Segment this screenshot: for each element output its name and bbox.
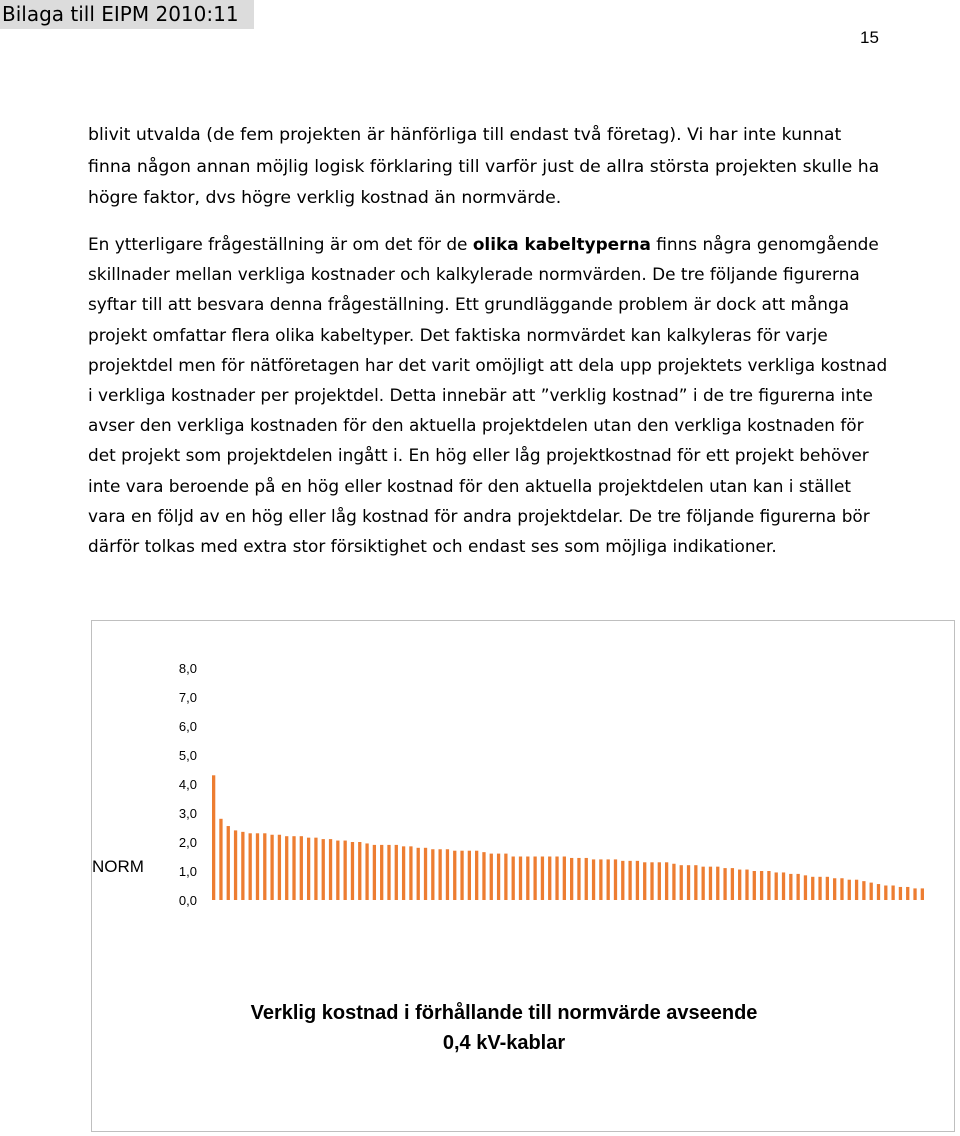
bar	[424, 848, 427, 900]
bar	[307, 838, 310, 900]
bar	[643, 862, 646, 900]
paragraph-2-text-b: finns några genomgående skillnader mellan verkliga kostnader och kalkylerade normvärden. De tre följande figurerna syftar till att besvara denna frågeställning. Ett grundläggande problem är dock att många projekt omfattar flera olika kabeltyper. Det faktiska normvärdet kan kalkyleras för varje projektdel men för nätföretagen har det varit omöjligt att dela upp projektets verkliga kostnad i verkliga kostnader per projektdel. Detta innebär att ”verklig kostnad” i de tre figurerna inte avser den verkliga kostnaden för den aktuella projektdelen utan den verkliga kostnaden för det projekt som projektdelen ingått i. En hög eller låg projektkostnad för ett projekt behöver inte vara beroende på en hög eller kostnad för den aktuella projektdelen utan kan i stället vara en följd av en hög eller låg kostnad för andra projektdelar. De tre följande figurerna bör därför tolkas med extra stor försiktighet och endast ses som möjliga indikationer.	[88, 234, 888, 557]
y-tick-label: 7,0	[178, 690, 197, 705]
bar	[249, 833, 252, 900]
document-header: Bilaga till EIPM 2010:11	[0, 0, 254, 29]
y-tick-label: 1,0	[178, 864, 197, 879]
bar	[723, 868, 726, 900]
bar	[811, 877, 814, 900]
bar	[234, 830, 237, 900]
bar	[373, 845, 376, 900]
bar	[767, 871, 770, 900]
bar	[227, 826, 230, 900]
bar	[555, 857, 558, 901]
bar	[870, 883, 873, 900]
bar	[782, 872, 785, 900]
chart-title-line-1: Verklig kostnad i förhållande till normvärde avseende	[250, 1002, 758, 1024]
paragraph-2-text-a: En ytterligare frågeställning är om det för de	[88, 234, 473, 254]
bar	[358, 842, 361, 900]
bar	[826, 877, 829, 900]
bar	[322, 839, 325, 900]
bar	[533, 857, 536, 901]
bar	[292, 836, 295, 900]
bar	[804, 875, 807, 900]
bar	[855, 880, 858, 900]
bar	[599, 859, 602, 900]
bar	[512, 857, 515, 901]
bar	[380, 845, 383, 900]
bar	[219, 819, 222, 900]
y-tick-label: 4,0	[178, 777, 197, 792]
bar	[672, 864, 675, 900]
bar	[687, 865, 690, 900]
bar	[658, 862, 661, 900]
bar	[906, 887, 909, 900]
bar	[694, 865, 697, 900]
bar	[899, 887, 902, 900]
bar	[365, 843, 368, 900]
bar	[716, 867, 719, 900]
bar	[753, 871, 756, 900]
chart-title-line-2: 0,4 kV-kablar	[442, 1032, 566, 1054]
paragraph-2	[88, 229, 888, 561]
bar	[592, 859, 595, 900]
bar	[614, 859, 617, 900]
bar	[775, 872, 778, 900]
bar	[460, 851, 463, 900]
bar	[891, 886, 894, 901]
bar	[300, 836, 303, 900]
bar	[482, 852, 485, 900]
bar	[497, 854, 500, 900]
bar	[650, 862, 653, 900]
bar	[607, 859, 610, 900]
bar	[329, 839, 332, 900]
y-tick-label: 8,0	[178, 661, 197, 676]
bar	[314, 838, 317, 900]
bar	[577, 858, 580, 900]
bar	[519, 857, 522, 901]
bar	[570, 858, 573, 900]
y-tick-label: 2,0	[178, 835, 197, 850]
bar	[431, 849, 434, 900]
bar	[278, 835, 281, 900]
bar	[263, 833, 266, 900]
bar	[796, 874, 799, 900]
bar	[270, 835, 273, 900]
bar	[336, 841, 339, 900]
chart-frame	[91, 620, 955, 1132]
bar	[351, 842, 354, 900]
paragraph-2-bold: olika kabeltyperna	[472, 234, 651, 254]
bar	[563, 857, 566, 901]
y-tick-label: 5,0	[178, 748, 197, 763]
bar	[446, 849, 449, 900]
bar	[344, 841, 347, 900]
bar	[862, 881, 865, 900]
bar	[585, 858, 588, 900]
bar	[490, 854, 493, 900]
bar	[475, 851, 478, 900]
bar	[409, 846, 412, 900]
bar	[921, 888, 924, 900]
bar	[702, 867, 705, 900]
bar	[636, 861, 639, 900]
bar	[738, 870, 741, 900]
paragraph-1: blivit utvalda (de fem projekten är hänförliga till endast två företag). Vi har inte kunnat finna någon annan möjlig logisk förklaring till varför just de allra största projekten skulle ha högre faktor, dvs högre verklig kostnad än normvärde.	[88, 125, 880, 208]
bar	[241, 832, 244, 900]
bar	[745, 870, 748, 900]
bar	[833, 878, 836, 900]
bar	[731, 868, 734, 900]
bar	[760, 871, 763, 900]
bar	[877, 884, 880, 900]
bar	[848, 880, 851, 900]
bar	[680, 865, 683, 900]
bar	[884, 886, 887, 901]
bar	[709, 867, 712, 900]
bar	[212, 775, 215, 900]
y-axis-label: NORM	[92, 857, 144, 876]
bar	[665, 862, 668, 900]
bar	[548, 857, 551, 901]
bar	[504, 854, 507, 900]
bar	[256, 833, 259, 900]
bar	[453, 851, 456, 900]
bar	[840, 878, 843, 900]
bar	[913, 888, 916, 900]
bar	[417, 848, 420, 900]
bar	[818, 877, 821, 900]
bar	[541, 857, 544, 901]
y-tick-label: 3,0	[178, 806, 197, 821]
bar	[395, 845, 398, 900]
bar	[402, 846, 405, 900]
bar	[526, 857, 529, 901]
bar	[468, 851, 471, 900]
page-number: 15	[860, 28, 879, 47]
bar	[285, 836, 288, 900]
bar	[789, 874, 792, 900]
bar	[438, 849, 441, 900]
y-tick-label: 0,0	[178, 893, 197, 908]
y-tick-label: 6,0	[178, 719, 197, 734]
bar	[628, 861, 631, 900]
bar	[387, 845, 390, 900]
bar	[621, 861, 624, 900]
